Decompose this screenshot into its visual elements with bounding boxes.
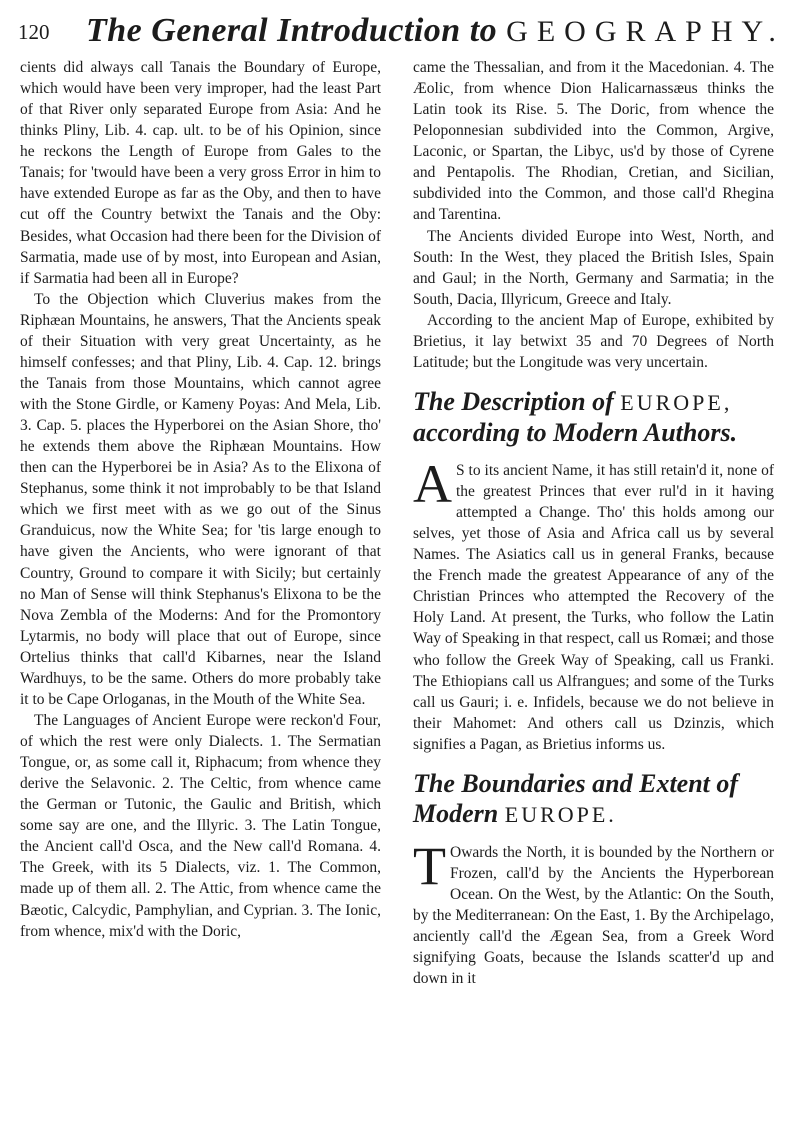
section-heading-boundaries [413, 769, 774, 830]
running-header [18, 10, 788, 50]
left-paragraph-3: The Languages of Ancient Europe were reckon'd Four, of which the rest were only Dialects. 1. The Sermatian Tongue, or, as some call it, Riphacum; from whence they derive the Selavonic. 2. The Celtic, from whence came the German or Tutonic, the Gaulic and British, which some say are one, and the Illyric. 3. The Latin Tongue, the Ancient call'd Osca, and the New call'd Romana. 4. The Greek, with its 5 Dialects, viz. 1. The Common, made up of them all. 2. The Attic, from whence came the Bæotic, Calcydic, Pamphylian, and Cyprian. 3. The Ionic, from whence, mix'd with the Doric, [20, 711, 381, 940]
section-heading-description [413, 387, 774, 448]
boundaries-text: Owards the North, it is bounded by the Northern or Frozen, call'd by the Ancients the Hyperborean Ocean. On the West, by the Atlantic: On the South, by the Mediterranean: On the East, 1. By the Archipelago, anciently call'd the Ægean Sea, from a Greek Word signifying Goats, because the Islands scatter'd up and down in it [413, 843, 774, 988]
drop-cap-a: A [413, 453, 452, 514]
right-paragraph-3: According to the ancient Map of Europe, exhibited by Brietius, it lay betwixt 35 and 70 Degrees of North Latitude; but the Longitude was very uncertain. [413, 311, 774, 371]
description-paragraph [413, 453, 774, 755]
right-column [413, 57, 774, 989]
section-heading-description-italic: The Description of [413, 386, 614, 416]
description-text: S to its ancient Name, it has still retain'd it, none of the greatest Princes that ever rul'd in it having attempted a Change. Tho' this holds among our selves, yet those of Asia and Africa call us by several Names. The Asiatics call us in general Franks, because the French made the greatest Appearance of any of the Christian Princes who attempted the Recovery of the Holy Land. At present, the Turks, who follow the Latin Way of Speaking in that respect, call us Romæi; and those who follow the Greek Way of Speaking, call us Franki. The Ethiopians call us Alfrangues; and some of the Turks call us Gauri; i. e. Infidels, because we do not believe in their Mahomet: And others call us Dzinzis, which signifies a Pagan, as Brietius informs us. [413, 461, 774, 753]
left-column [20, 57, 381, 942]
running-title [86, 12, 785, 50]
running-title-italic: The General Introduction to [86, 12, 498, 49]
right-paragraph-1: came the Thessalian, and from it the Macedonian. 4. The Æolic, from whence Dion Halicarnassæus thinks the Latin took its Rise. 5. The Doric, from whence the Peloponnesian subdivided into the Common, Argive, Laconic, or Spartan, the Libyc, us'd by those of Cyrene and Pentapolis. The Rhodian, Cretian, and Sicilian, subdivided into the Common, and those call'd Rhegina and Tarentina. [413, 59, 774, 224]
drop-cap-t: T [413, 835, 446, 896]
section-heading-boundaries-caps: EUROPE. [504, 801, 617, 827]
page-number: 120 [18, 20, 50, 44]
right-paragraph-2: The Ancients divided Europe into West, North, and South: In the West, they placed the British Isles, Spain and Gaul; in the North, Germany and Sarmatia; in the South, Dacia, Illyricum, Greece and Italy. [413, 227, 774, 308]
left-paragraph-2: To the Objection which Cluverius makes from the Riphæan Mountains, he answers, That the Ancients speak of their Situation with very great Uncertainty, as he himself confesses; and that Pliny, Lib. 4. Cap. 12. brings the Tanais from those Mountains, which cannot agree with the Stone Girdle, or Kameny Poyas: And Mela, Lib. 3. Cap. 5. places the Hyperborei on the Asian Shore, tho' he extends them above the Riphæan Mountains. How then can the Hyperborei be in Asia? As to the Elixona of Stephanus, some think it not improbably to be that Island which we first meet with as we go out of the Sinus Granduicus, now the White Sea; for 'tis large enough to have given the Ancients, who were ignorant of that Country, Ground to compare it with Sicily; but certainly no Man of Sense will think Stephanus's Elixona to be the Nova Zembla of the Moderns: And for the Promontory Lytarmis, no body will place that out of Europe, since Ortelius thinks that call'd Kibarnes, near the Island Wardhuys, to be the same. Others do more probably take it to be Cape Orloganas, in the Mouth of the White Sea. [20, 290, 381, 708]
section-heading-description-tail: according to Modern Authors. [413, 417, 738, 447]
boundaries-paragraph [413, 835, 774, 989]
left-paragraph-1: cients did always call Tanais the Boundary of Europe, which would have been very improper, had the least Part of that River only separated Europe from Asia: And he thinks Pliny, Lib. 4. cap. ult. to be of his Opinion, since he reckons the Length of Europe from Gales to the Tanais; for 'twould have been a very gross Error in him to have extended Europe as far as the Oby, and then to have cut off the Country betwixt the Tanais and the Oby: Besides, what Occasion had there been for the Division of Sarmatia, made use of by most, into European and Asian, if Sarmatia had been all in Europe? [20, 59, 381, 287]
section-heading-description-caps: EUROPE, [620, 389, 733, 415]
running-title-caps: GEOGRAPHY. [506, 15, 785, 48]
section-heading-boundaries-italic: The Boundaries and Extent of Modern [413, 768, 739, 828]
